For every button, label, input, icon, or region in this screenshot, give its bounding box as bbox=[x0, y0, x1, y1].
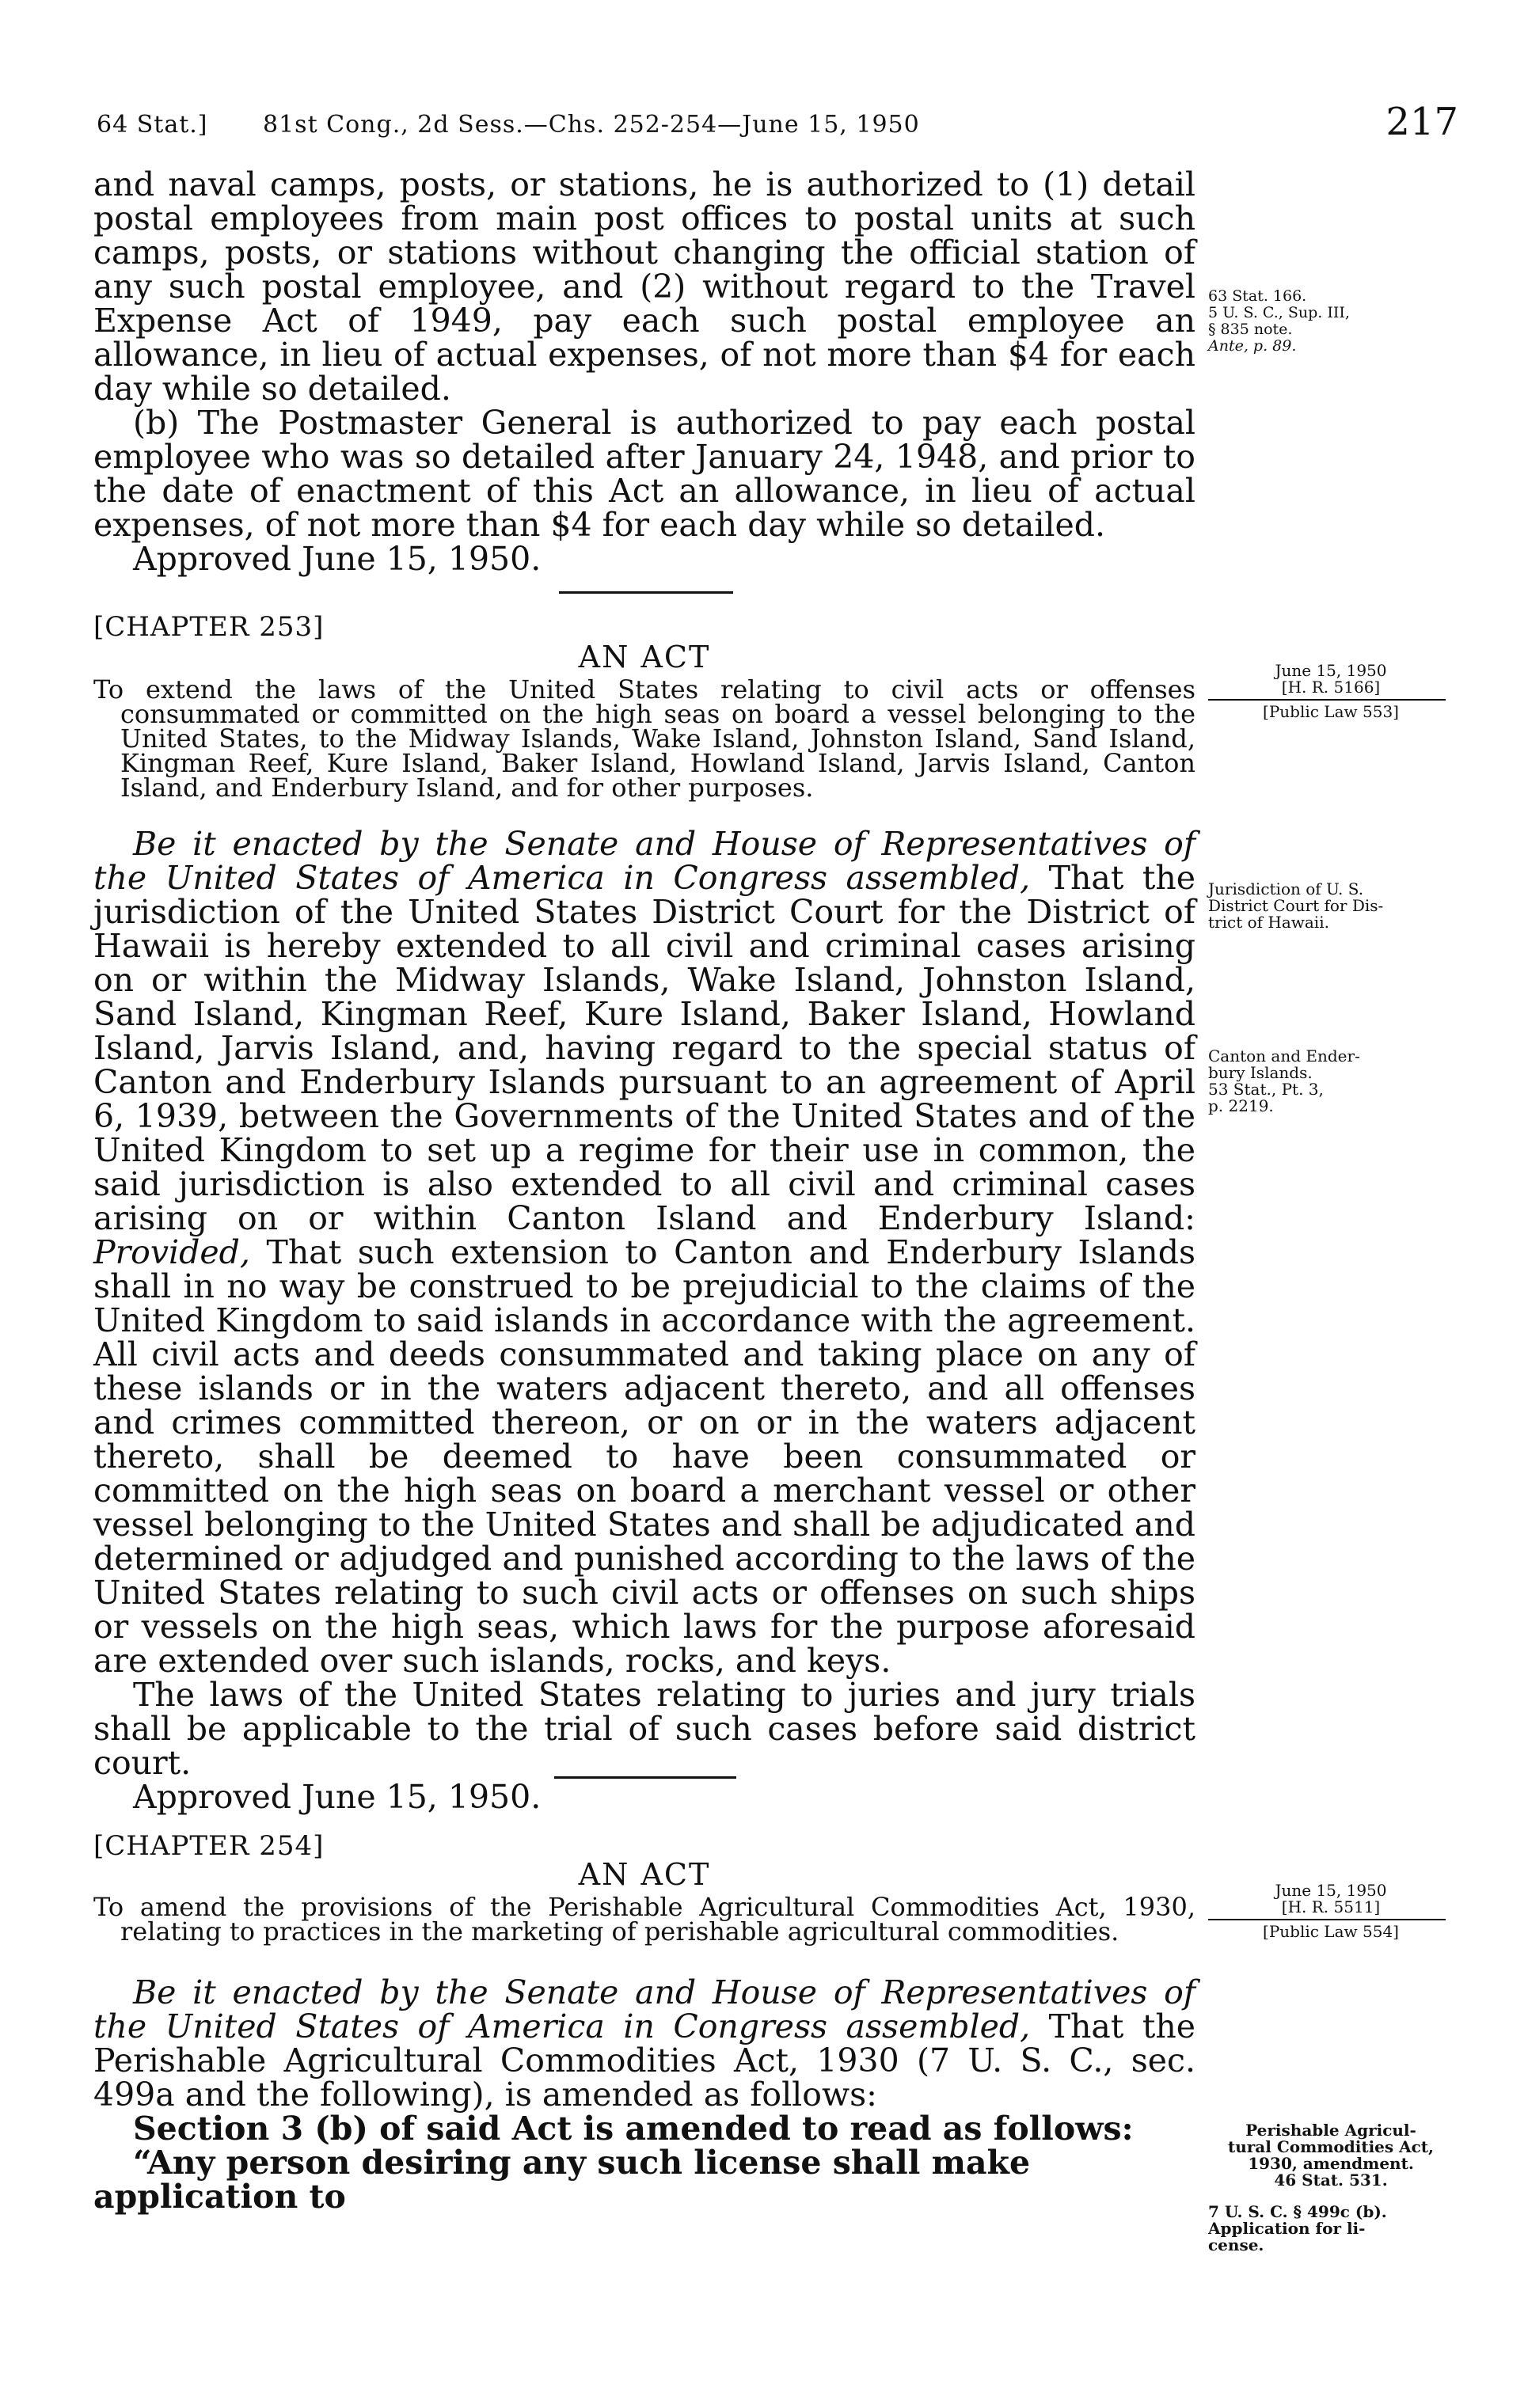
ch252-para-b: (b) The Postmaster General is authorized to pay each postal employee who was so detailed after January 24, 1948, and prior to the date of enactment of this Act an allowance, in lieu of actual expenses, of not more than $4 for each day while so detailed. bbox=[93, 404, 1195, 544]
ch254-enacting-clause: Be it enacted by the Senate and House of Representatives of the United States of America in Congress assembled, bbox=[93, 1973, 1195, 2045]
margin-citation: Ante, p. 89. bbox=[1208, 337, 1297, 355]
margin-note: 1930, amendment. bbox=[1248, 2154, 1414, 2173]
margin-note: Application for li- bbox=[1208, 2219, 1366, 2238]
bill-number: [H. R. 5511] bbox=[1281, 1897, 1381, 1916]
ch253-provided: Provided, bbox=[93, 1233, 250, 1271]
margin-note: Jurisdiction of U. S. bbox=[1208, 879, 1364, 898]
section-divider bbox=[559, 591, 733, 594]
ch254-date-note bbox=[1208, 1882, 1454, 1940]
running-header bbox=[97, 100, 1458, 147]
ch252-approved: Approved June 15, 1950. bbox=[133, 540, 542, 578]
margin-citation: 5 U. S. C., Sup. III, bbox=[1208, 304, 1350, 321]
page-number: 217 bbox=[1385, 100, 1458, 144]
ch253-approved: Approved June 15, 1950. bbox=[133, 1778, 542, 1816]
ch253-margin-jurisdiction bbox=[1208, 881, 1454, 931]
margin-citation: § 835 note. bbox=[1208, 321, 1293, 338]
ch254-body-3: “Any person desiring any such license shall make application to bbox=[93, 2144, 1031, 2216]
ch253-act-label: AN ACT bbox=[578, 640, 711, 674]
ch253-jurisdiction-text: That the jurisdiction of the United States District Court for the District of Hawaii is hereby extended to all civil and criminal cases arising on or within the Midway Islands, Wake Island, Johnston Island, Sand Island, Kingman Reef, Kure Island, Baker Island, Howland Island, Jarvis Island, and, having regard to the special status of Canton and Enderbury Islands pursuant to an agreement of April 6, 1939, between the Governments of the United States and of the United Kingdom to set up a regime for their use in common, the said jurisdiction is also extended to all civil and criminal cases arising on or within Canton Island and Enderbury Island: bbox=[93, 859, 1195, 1237]
chapter-253 bbox=[93, 611, 1195, 1814]
margin-note: 7 U. S. C. § 499c (b). bbox=[1208, 2202, 1387, 2221]
margin-note: bury Islands. bbox=[1208, 1063, 1313, 1082]
section-divider bbox=[554, 1776, 736, 1779]
margin-rule bbox=[1208, 699, 1446, 701]
public-law-number: [Public Law 553] bbox=[1263, 702, 1399, 721]
ch254-title: To amend the provisions of the Perishable Agricultural Commodities Act, 1930, relating to practices in the marketing of perishable agricultural commodities. bbox=[93, 1892, 1195, 1947]
margin-note: Perishable Agricul- bbox=[1245, 2121, 1416, 2140]
bill-number: [H. R. 5166] bbox=[1281, 678, 1381, 697]
chapter-254 bbox=[93, 1830, 1195, 2214]
ch254-amendment-text: That the Perishable Agricultural Commodities Act, 1930 (7 U. S. C., sec. 499a and the following), is amended as follows: bbox=[93, 2007, 1195, 2114]
margin-rule bbox=[1208, 1919, 1446, 1920]
ch253-date-note bbox=[1208, 663, 1454, 720]
stat-volume: 64 Stat.] bbox=[97, 111, 208, 139]
ch253-title: To extend the laws of the United States relating to civil acts or offenses consummated or committed on the high seas on board a vessel belonging to the United States, to the Midway Islands, Wake Island, Johnston Island, Sand Island, Kingman Reef, Kure Island, Baker Island, Howland Island, Jarvis Island, Canton Island, and Enderbury Island, and for other purposes. bbox=[93, 674, 1195, 803]
ch252-margin-note bbox=[1208, 288, 1469, 355]
ch252-para-a: and naval camps, posts, or stations, he is authorized to (1) detail postal employees from main post offices to postal units at such camps, posts, or stations without changing the official station of any such postal employee, and (2) without regard to the Travel Expense Act of 1949, pay each such postal employee an allowance, in lieu of actual expenses, of not more than $4 for each day while so detailed. bbox=[93, 165, 1195, 408]
enactment-date: June 15, 1950 bbox=[1275, 661, 1387, 680]
margin-note: tural Commodities Act, bbox=[1227, 2137, 1435, 2156]
ch253-chapter-heading: [CHAPTER 253] bbox=[93, 611, 325, 643]
ch254-margin-license bbox=[1208, 2204, 1454, 2254]
margin-note: District Court for Dis- bbox=[1208, 896, 1384, 915]
margin-note: 53 Stat., Pt. 3, bbox=[1208, 1080, 1324, 1099]
ch254-margin-act bbox=[1208, 2122, 1454, 2189]
chapter-252-continuation bbox=[93, 165, 1195, 578]
ch254-body-2: Section 3 (b) of said Act is amended to read as follows: bbox=[133, 2110, 1134, 2148]
public-law-number: [Public Law 554] bbox=[1263, 1922, 1399, 1941]
ch254-act-label: AN ACT bbox=[578, 1857, 711, 1892]
ch253-body-3: The laws of the United States relating to juries and jury trials shall be applicable to the trial of such cases before said district court. bbox=[93, 1676, 1195, 1782]
ch253-margin-canton bbox=[1208, 1048, 1454, 1115]
ch253-extension-text: That such extension to Canton and Enderbury Islands shall in no way be construed to be prejudicial to the claims of the United Kingdom to said islands in accordance with the agreement. All civil acts and deeds consummated and taking place on any of these islands or in the waters adjacent thereto, and all offenses and crimes committed thereon, or on or in the waters adjacent thereto, shall be deemed to have been consummated or committed on the high seas on board a merchant vessel or other vessel belonging to the United States and shall be adjudicated and determined or adjudged and punished according to the laws of the United States relating to such civil acts or offenses on such ships or vessels on the high seas, which laws for the purpose aforesaid are extended over such islands, rocks, and keys. bbox=[93, 1233, 1195, 1680]
margin-note: trict of Hawaii. bbox=[1208, 913, 1329, 932]
congress-session-line: 81st Cong., 2d Sess.—Chs. 252-254—June 15, 1950 bbox=[263, 111, 920, 139]
margin-citation: 63 Stat. 166. bbox=[1208, 287, 1307, 305]
margin-note: 46 Stat. 531. bbox=[1274, 2171, 1388, 2190]
margin-note: Canton and Ender- bbox=[1208, 1046, 1360, 1065]
margin-note: p. 2219. bbox=[1208, 1096, 1274, 1115]
ch254-body-1 bbox=[93, 1973, 1195, 2114]
enactment-date: June 15, 1950 bbox=[1275, 1881, 1387, 1900]
ch253-enacting-clause: Be it enacted by the Senate and House of Representatives of the United States of America in Congress assembled, bbox=[93, 825, 1195, 897]
margin-note: cense. bbox=[1208, 2235, 1264, 2254]
ch254-chapter-heading: [CHAPTER 254] bbox=[93, 1830, 325, 1862]
ch253-body-1 bbox=[93, 827, 1195, 1678]
